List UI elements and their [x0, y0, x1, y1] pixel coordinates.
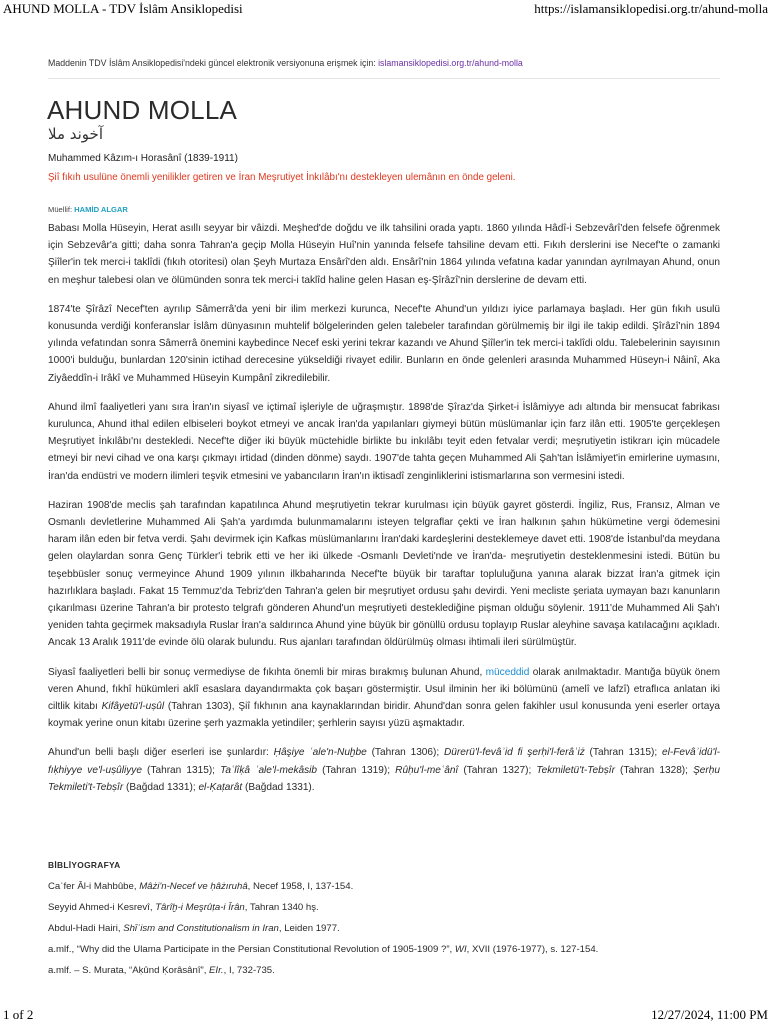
bibliography-item — [48, 960, 720, 981]
paragraph-1: Babası Molla Hüseyin, Herat asıllı seyyar bir vâizdi. Meşhed'de doğdu ve ilk tahsilini orada yaptı. 1860 yılında Hâdî-i Sebzevârî'den felsefe öğrenmek için Sebzevâr'a gitti; daha sonra Tahran'a geçip Molla Hüseyin Huî'nin yanında felsefe tahsiline devam etti. Fıkıh derslerini ise Necef'te o zamanki Şiîler'in tek merci-i taklîdi (fıkıh otoritesi) olan Şeyh Murtaza Ensârî'den aldı. Ensârî'nin 1864 yılında vefatına kadar yanından ayrılmayan Ahund, onun en meşhur talebesi olan ve ölümünden sonra tek merci-i taklîd haline gelen Hasan eş-Şîrâzî'nin derslerine de devam etti. — [48, 223, 720, 286]
bib-title: Shīʿism and Constitutionalism in Iran — [123, 923, 279, 934]
page-title: AHUND MOLLA — [47, 95, 238, 125]
paragraph-5-text: Siyasî faaliyetleri belli bir sonuç vermediyse de fıkıhta önemli bir miras bırakmış bulunan Ahund, — [48, 666, 486, 678]
book-title: Kifâyetü'l-uṣûl — [101, 701, 165, 713]
bib-title: Târîḫ-i Meşrûṭa-i Îrân — [155, 902, 245, 913]
bibliography — [48, 860, 720, 981]
page-count: 1 of 2 — [3, 1007, 34, 1022]
paragraph-2: 1874'te Şîrâzî Necef'ten ayrılıp Sâmerrâ'da yeni bir ilim merkezi kurunca, Necef'te Ahund'un yıldızı iyice parlamaya başladı. Her gün fıkıh usulü konusunda verdiği konferanslar İslâm dünyasının muhtelif bölgelerinden gelen talebeler tarafından görülmemiş bir ilgi ile takip edildi. Şîrâzî'nin 1894 yılında vefatından sonra Sâmerrâ önemini kaybedince Necef eski yerini tekrar kazandı ve Ahund Şiîler'in tek merci-i taklîdi oldu. Talebelerinin sayısının 1000'i bulduğu, bunlardan 120'sinin ictihad derecesine yükseldiği rivayet edilir. Bunların en önde gelenleri arasında Muhammed Hüseyn-i Nâinî, Aka Ziyâeddîn-i Irâkî ve Muhammed Hüseyin Kumpânî zikredilebilir. — [48, 303, 720, 384]
bib-title: WI — [454, 944, 467, 955]
work-title: el-Ḳaṭarât — [198, 781, 243, 793]
bib-title: EIr. — [209, 965, 224, 976]
work-title: Rûḥu'l-meʿânî — [395, 764, 459, 776]
work-date: (Tahran 1327); — [458, 764, 537, 776]
bib-text: Seyyid Ahmed-i Kesrevî, — [48, 902, 156, 913]
notice-text: Maddenin TDV İslâm Ansiklopedisi'ndeki güncel elektronik versiyonuna erişmek için: — [48, 58, 379, 68]
work-date: (Tahran 1315); — [584, 747, 662, 759]
work-date: (Bağdad 1331). — [242, 781, 315, 793]
subject-line — [48, 153, 238, 164]
paragraph-6-text: Ahund'un belli başlı diğer eserleri ise şunlardır: — [48, 747, 274, 759]
subject-dates: (1839-1911) — [181, 153, 238, 164]
work-title: Taʿlîḳâ ʿale'l-mekâsib — [220, 764, 318, 776]
bib-title: Mâżi'n-Necef ve ḥâżıruhâ — [139, 881, 248, 892]
work-title: Şerḥu Tekmileti't-Tebṣîr — [48, 764, 720, 793]
paragraph-5-text: olarak anılmaktadır. Mantığa büyük önem veren Ahund, fıkhî hükümleri aklî esaslara dayandırmakta çok başarı göstermiştir. Usul ilminin her iki bölümünü (amelî ve lafzî) etraflıca anlatan iki ciltlik kitabı — [48, 666, 720, 713]
work-date: (Tahran 1306); — [366, 747, 444, 759]
work-date: (Tahran 1319); — [317, 764, 396, 776]
print-timestamp: 12/27/2024, 11:00 PM — [651, 1007, 768, 1022]
print-header — [0, 0, 768, 18]
bib-text: , I, 732-735. — [223, 965, 275, 976]
print-header-url: https://islamansiklopedisi.org.tr/ahund-molla — [534, 1, 768, 16]
notice-link[interactable]: islamansiklopedisi.org.tr/ahund-molla — [378, 58, 523, 68]
bib-text: Abdul-Hadi Hairi, — [48, 923, 124, 934]
bibliography-item — [48, 876, 720, 897]
bibliography-item — [48, 918, 720, 939]
print-header-title: AHUND MOLLA - TDV İslâm Ansiklopedisi — [3, 1, 243, 16]
bib-text: a.mlf., “Why did the Ulama Participate in the Persian Constitutional Revolution of 1905-1909 ?”, — [48, 944, 455, 955]
paragraph-6 — [48, 744, 720, 796]
work-title: Dürerü'l-fevâʾid fi şerḥi'l-ferâʾiż — [444, 747, 585, 759]
bib-text: a.mlf. – S. Murata, “Aḳûnd Ḳorâsânî”, — [48, 965, 210, 976]
work-title: Ḥâşiye ʿale'n-Nuḫbe — [273, 747, 367, 759]
work-date: (Tahran 1315); — [141, 764, 221, 776]
author-name[interactable]: HAMİD ALGAR — [74, 205, 128, 214]
article-body — [48, 220, 720, 808]
author-line — [48, 205, 128, 214]
author-label: Müellif: — [48, 205, 75, 214]
online-version-notice — [48, 58, 523, 68]
paragraph-4: Haziran 1908'de meclis şah tarafından kapatılınca Ahund meşrutiyetin tekrar kurulması için büyük gayret gösterdi. İngiliz, Rus, Fransız, Alman ve Osmanlı devletlerine Muhammed Ali Şah'a yardımda bulunmamalarını isteyen telgraflar çekti ve İran halkının şahın hükümetine vergi ödemesini haram ilân eden bir fetva verdi. Şahı devirmek için Kafkas müslümanlarını İran'daki kardeşlerini desteklemeye davet etti. 1908'de İstanbul'da meydana gelen olaylardan sonra Genç Türkler'i tebrik etti ve her iki ülkede -Osmanlı Devleti'nde ve İran'da- meşrutiyetin desteklenmesini istedi. Bütün bu teşebbüsler sonuç vermeyince Ahund 1909 yılının ilkbaharında Necef'te büyük bir taraftar topluluğuna yanına alarak bizzat İran'a gitmek için hazırlıklara başladı. Fakat 15 Temmuz'da Tebriz'den Tahran'a gelen bir meşrutiyet ordusu şahı devirdi. Yeni mecliste şeriata uymayan bazı kanunların çıkarılması üzerine Tahran'a bir protesto telgrafı gönderen Ahund'un meşrutiyeti desteklediğine pişman olduğu söylenir. 1911'de Muhammed Ali Şah'ı yeniden tahta geçirmek maksadıyla Ruslar İran'a saldırınca Ahund yine büyük bir gönüllü ordusu toplayıp Ruslar aleyhine savaşa katılacağını açıkladı. Ancak 13 Aralık 1911'de evinde ölü olarak bulundu. Rus ajanları tarafından öldürülmüş olması ihtimali ileri sürülmüştür. — [48, 499, 720, 649]
bib-text: , Leiden 1977. — [278, 923, 340, 934]
paragraph-5-text: (Tahran 1303), Şiî fıkhının ana kaynaklarından biridir. Ahund'dan sonra gelen fakihler usul konusunda yeni eserler ortaya koymak yerine onun kitabı üzerine şerh yazmakla yetindiler; şerhlerin sayısı yüzü aşmaktadır. — [48, 701, 720, 730]
work-date: (Bağdad 1331); — [123, 781, 199, 793]
bib-text: Caʿfer Âl-i Mahbûbe, — [48, 881, 140, 892]
subject-name: Muhammed Kâzım-ı Horasânî — [48, 153, 182, 164]
bibliography-heading: BİBLİYOGRAFYA — [48, 860, 121, 870]
print-footer — [0, 1006, 768, 1024]
bib-text: , XVII (1976-1977), s. 127-154. — [466, 944, 599, 955]
divider — [48, 78, 720, 79]
muceddid-link[interactable]: müceddid — [485, 666, 530, 678]
arabic-title: آخوند ملا — [48, 125, 103, 143]
work-date: (Tahran 1328); — [614, 764, 694, 776]
bibliography-item — [48, 939, 720, 960]
work-title: el-Fevâʾidü'l-fıḳhiyye ve'l-uṣûliyye — [48, 747, 721, 776]
work-title: Tekmiletü't-Tebṣîr — [536, 764, 615, 776]
article-summary: Şiî fıkıh usulüne önemli yenilikler getiren ve İran Meşrutiyet İnkılâbı'nı destekleyen ulemânın en önde geleni. — [48, 172, 516, 183]
bib-text: , Necef 1958, I, 137-154. — [247, 881, 354, 892]
paragraph-3: Ahund ilmî faaliyetleri yanı sıra İran'ın siyasî ve içtimaî işleriyle de uğraşmıştır. 1898'de Şîraz'da Şirket-i İslâmiyye adı altında bir mensucat fabrikası kurulunca, Ahund ithal edilen elbiseleri boykot etmeyi ve ancak İran'da yapılanları giymeyi bütün müslümanlar için farz ilân etti. 1905'te gerçekleşen Meşrutiyet İnkılâbı'nı destekledi. Necef'te diğer iki büyük müctehidle birlikte bu inkılâbı teyit eden fetvalar verdi; meşrutiyetin istikrarı için mücadele etmeyi bir nevi cihad ve ona karşı çıkmayı irtidad (dinden dönme) saydı. 1907'de tahta geçen Muhammed Ali Şah'tan İslâmiyet'in emirlerine uymasını, İran'da endüstri ve modern ilimleri teşvik etmesini ve yabancıların İran'ın iktisadî zenginliklerini istismarlarına son vermesini istedi. — [48, 401, 720, 482]
bib-text: , Tahran 1340 hş. — [244, 902, 319, 913]
paragraph-5 — [48, 664, 720, 733]
bibliography-item — [48, 897, 720, 918]
